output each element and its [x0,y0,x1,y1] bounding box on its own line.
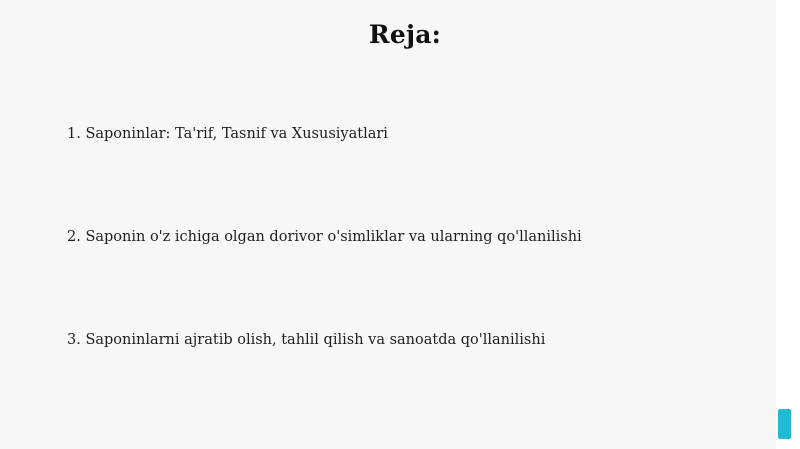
slide-title: Reja: [368,20,442,49]
plan-item-3: 3. Saponinlarni ajratib olish, tahlil qilish va sanoatda qo'llanilishi [67,332,546,348]
scrollbar-thumb[interactable] [778,409,791,439]
plan-item-1: 1. Saponinlar: Ta'rif, Tasnif va Xususiyatlari [67,126,388,142]
scrollbar-track[interactable] [776,0,800,449]
plan-item-2: 2. Saponin o'z ichiga olgan dorivor o'simliklar va ularning qo'llanilishi [67,229,582,245]
